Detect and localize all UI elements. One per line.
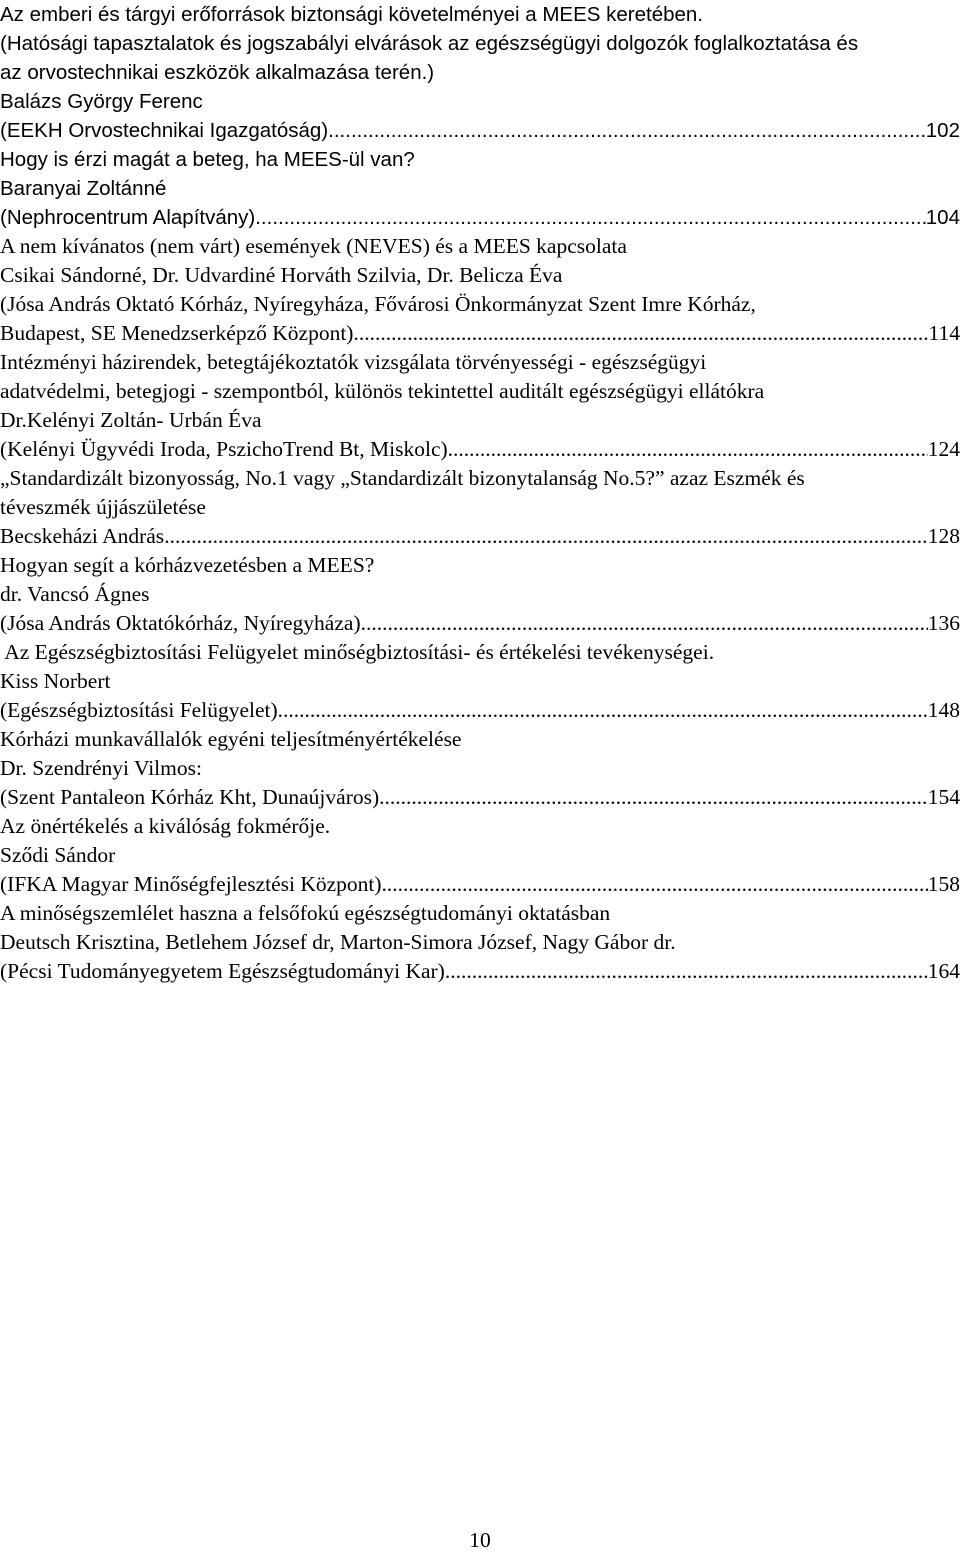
toc-author-line: Sződi Sándor bbox=[0, 843, 116, 867]
toc-page-number: 124 bbox=[927, 437, 960, 461]
toc-author-line: Balázs György Ferenc bbox=[0, 90, 203, 113]
dot-leader bbox=[164, 522, 928, 551]
toc-title-line: Az Egészségbiztosítási Felügyelet minőségbiztosítási- és értékelési tevékenységei. bbox=[0, 640, 715, 664]
toc-page-number: 104 bbox=[925, 206, 960, 229]
toc-page-number: 102 bbox=[925, 119, 960, 142]
toc-author-line: dr. Vancsó Ágnes bbox=[0, 582, 150, 606]
toc-entry-page-line[interactable] bbox=[0, 203, 960, 232]
toc-entry-page-line[interactable] bbox=[0, 319, 960, 348]
toc-page-number: 136 bbox=[927, 611, 960, 635]
toc-affiliation: Budapest, SE Menedzserképző Központ) bbox=[0, 321, 354, 345]
toc-title-line: „Standardizált bizonyosság, No.1 vagy „Standardizált bizonytalanság No.5?” azaz Eszmék és bbox=[0, 466, 805, 490]
dot-leader bbox=[448, 435, 928, 464]
toc-affiliation: (Szent Pantaleon Kórház Kht, Dunaújváros) bbox=[0, 785, 380, 809]
toc-affiliation: (Egészségbiztosítási Felügyelet) bbox=[0, 698, 278, 722]
dot-leader bbox=[361, 609, 928, 638]
toc-page-number: 154 bbox=[927, 785, 960, 809]
dot-leader bbox=[353, 319, 928, 348]
dot-leader bbox=[328, 116, 926, 145]
dot-leader bbox=[255, 203, 926, 232]
toc-author: Becskeházi András bbox=[0, 524, 165, 548]
toc-affiliation: (IFKA Magyar Minőségfejlesztési Központ) bbox=[0, 872, 382, 896]
toc-author-line: Kiss Norbert bbox=[0, 669, 111, 693]
toc-title-line: Hogy is érzi magát a beteg, ha MEES-ül van? bbox=[0, 148, 415, 171]
toc-page-number: 164 bbox=[927, 959, 960, 983]
toc-title-line: Kórházi munkavállalók egyéni teljesítményértékelése bbox=[0, 727, 462, 751]
toc-entry-page-line[interactable] bbox=[0, 116, 960, 145]
toc-entry-page-line[interactable] bbox=[0, 957, 960, 986]
toc-author-line: Dr.Kelényi Zoltán- Urbán Éva bbox=[0, 408, 262, 432]
toc-title-line: adatvédelmi, betegjogi - szempontból, különös tekintettel auditált egészségügyi ellátókra bbox=[0, 379, 765, 403]
toc-entry-page-line[interactable] bbox=[0, 522, 960, 551]
toc-page-number: 158 bbox=[927, 872, 960, 896]
toc-entry-page-line[interactable] bbox=[0, 783, 960, 812]
toc-entry-page-line[interactable] bbox=[0, 870, 960, 899]
toc-page-number: 114 bbox=[928, 321, 960, 345]
toc-title-line: Intézményi házirendek, betegtájékoztatók vizsgálata törvényességi - egészségügyi bbox=[0, 350, 707, 374]
toc-affiliation: (Jósa András Oktatókórház, Nyíregyháza) bbox=[0, 611, 361, 635]
toc-author-line: Dr. Szendrényi Vilmos: bbox=[0, 756, 202, 780]
toc-entry-page-line[interactable] bbox=[0, 609, 960, 638]
dot-leader bbox=[382, 870, 928, 899]
toc-title-line: Az önértékelés a kiválóság fokmérője. bbox=[0, 814, 331, 838]
toc-author-line: Deutsch Krisztina, Betlehem József dr, Marton-Simora József, Nagy Gábor dr. bbox=[0, 930, 676, 954]
toc-affiliation: (Nephrocentrum Alapítvány) bbox=[0, 206, 256, 229]
dot-leader bbox=[445, 957, 928, 986]
toc-title-line: A minőségszemlélet haszna a felsőfokú egészségtudományi oktatásban bbox=[0, 901, 611, 925]
toc-page-number: 128 bbox=[927, 524, 960, 548]
toc-title-line: A nem kívánatos (nem várt) események (NEVES) és a MEES kapcsolata bbox=[0, 234, 627, 258]
toc-affiliation: (Pécsi Tudományegyetem Egészségtudományi Kar) bbox=[0, 959, 445, 983]
toc-title-line: Az emberi és tárgyi erőforrások biztonsági követelményei a MEES keretében. bbox=[0, 3, 704, 26]
dot-leader bbox=[278, 696, 928, 725]
toc-title-line: az orvostechnikai eszközök alkalmazása terén.) bbox=[0, 61, 435, 84]
toc-affiliation: (Kelényi Ügyvédi Iroda, PszichoTrend Bt, Miskolc) bbox=[0, 437, 448, 461]
footer-page-number: 10 bbox=[469, 1528, 491, 1552]
toc-entry-page-line[interactable] bbox=[0, 435, 960, 464]
toc-author-line: Csikai Sándorné, Dr. Udvardiné Horváth Szilvia, Dr. Belicza Éva bbox=[0, 263, 563, 287]
toc-affiliation-line: (Jósa András Oktató Kórház, Nyíregyháza, Fővárosi Önkormányzat Szent Imre Kórház, bbox=[0, 292, 756, 316]
toc-entry-page-line[interactable] bbox=[0, 696, 960, 725]
toc-title-line: téveszmék újjászületése bbox=[0, 495, 206, 519]
toc-title-line: Hogyan segít a kórházvezetésben a MEES? bbox=[0, 553, 375, 577]
toc-author-line: Baranyai Zoltánné bbox=[0, 177, 167, 200]
dot-leader bbox=[379, 783, 928, 812]
toc-affiliation: (EEKH Orvostechnikai Igazgatóság) bbox=[0, 119, 329, 142]
toc-page-number: 148 bbox=[927, 698, 960, 722]
toc-title-line: (Hatósági tapasztalatok és jogszabályi elvárások az egészségügyi dolgozók foglalkoztatása és bbox=[0, 32, 859, 55]
